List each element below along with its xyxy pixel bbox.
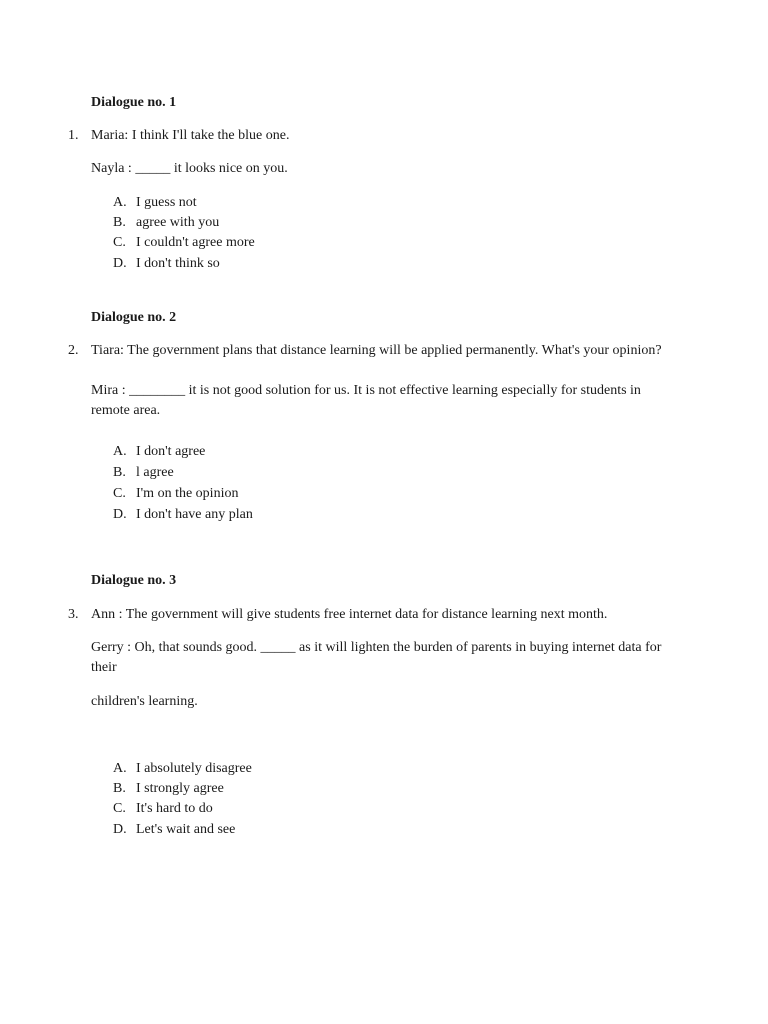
dialogue-1-heading: Dialogue no. 1 (91, 95, 177, 110)
question-3-option-a-letter: A. (113, 761, 127, 776)
question-3-option-d: Let's wait and see (136, 822, 236, 837)
question-3-line-3: children's learning. (91, 694, 198, 709)
question-3-number: 3. (68, 607, 79, 622)
question-2-line-1: Tiara: The government plans that distance learning will be applied permanently. What's your opinion? (91, 343, 662, 358)
question-1-option-a: I guess not (136, 195, 197, 210)
question-2-option-b: l agree (136, 465, 174, 480)
question-2-number: 2. (68, 343, 79, 358)
question-3-option-d-letter: D. (113, 822, 127, 837)
dialogue-2-heading: Dialogue no. 2 (91, 310, 177, 325)
question-1-option-b-letter: B. (113, 215, 126, 230)
question-3-option-c-letter: C. (113, 801, 126, 816)
question-2-line-2: Mira : ________ it is not good solution for us. It is not effective learning especially for students in remote area. (91, 383, 641, 418)
question-1-line-1: Maria: I think I'll take the blue one. (91, 128, 290, 143)
question-1-option-d-letter: D. (113, 256, 127, 271)
question-1-line-2: Nayla : _____ it looks nice on you. (91, 161, 288, 176)
question-2-option-a-letter: A. (113, 444, 127, 459)
question-1-option-c: I couldn't agree more (136, 235, 255, 250)
question-2-option-a: I don't agree (136, 444, 206, 459)
question-2-option-c: I'm on the opinion (136, 486, 239, 501)
question-1-option-b: agree with you (136, 215, 220, 230)
question-3-line-2: Gerry : Oh, that sounds good. _____ as it will lighten the burden of parents in buying internet data for their (91, 640, 662, 675)
question-1-number: 1. (68, 128, 79, 143)
question-3-option-a: I absolutely disagree (136, 761, 252, 776)
question-1-option-a-letter: A. (113, 195, 127, 210)
question-2-option-b-letter: B. (113, 465, 126, 480)
question-2-option-d: I don't have any plan (136, 507, 253, 522)
question-3-option-b-letter: B. (113, 781, 126, 796)
question-1-option-c-letter: C. (113, 235, 126, 250)
question-3-line-1: Ann : The government will give students free internet data for distance learning next month. (91, 607, 608, 622)
question-3-option-b: I strongly agree (136, 781, 224, 796)
question-3-option-c: It's hard to do (136, 801, 213, 816)
dialogue-3-heading: Dialogue no. 3 (91, 573, 177, 588)
question-2-option-d-letter: D. (113, 507, 127, 522)
question-1-option-d: I don't think so (136, 256, 220, 271)
question-2-option-c-letter: C. (113, 486, 126, 501)
